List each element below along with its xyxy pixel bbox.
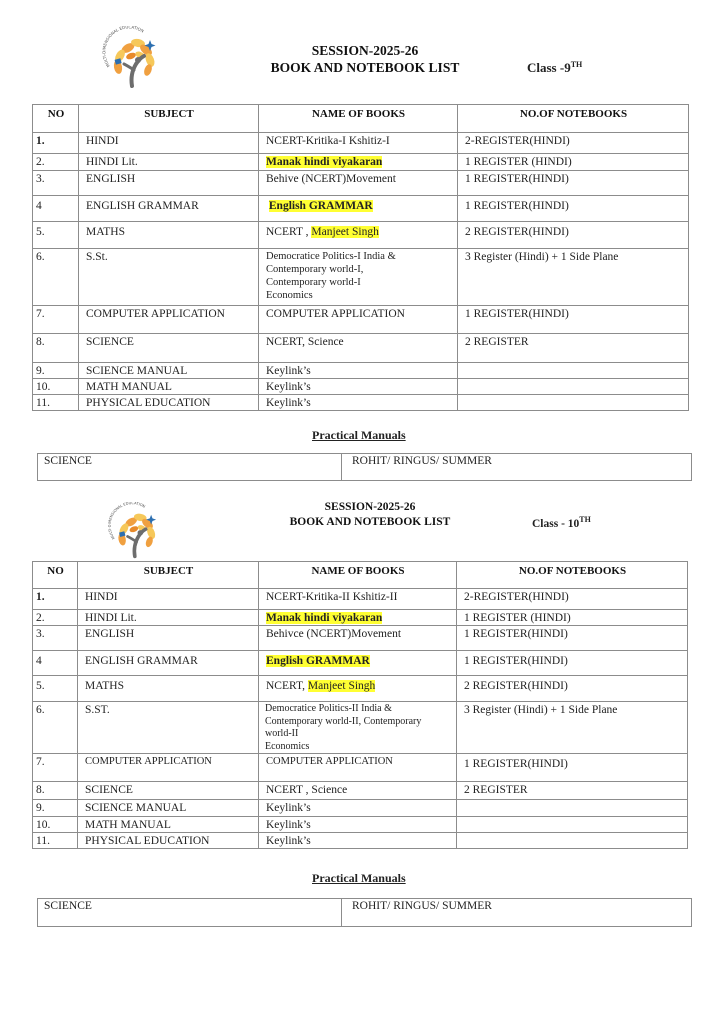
book-line: Economics — [266, 290, 313, 301]
row-notebooks: 1 REGISTER(HINDI) — [457, 651, 688, 676]
table-row — [33, 154, 689, 171]
highlighted-book: English GRAMMAR — [268, 200, 373, 212]
row-notebooks — [458, 395, 689, 411]
row-book: COMPUTER APPLICATION — [259, 754, 457, 782]
table-row — [33, 610, 688, 626]
row-notebooks: 1 REGISTER(HINDI) — [458, 306, 689, 334]
highlighted-book: Manak hindi viyakaran — [266, 156, 383, 168]
row-notebooks: 2-REGISTER(HINDI) — [458, 133, 689, 154]
row-no: 11. — [33, 395, 79, 411]
row-no: 7. — [33, 306, 79, 334]
list-title: BOOK AND NOTEBOOK LIST — [289, 516, 451, 528]
row-notebooks — [457, 833, 688, 849]
row-notebooks: 2 REGISTER(HINDI) — [458, 222, 689, 249]
header-books: NAME OF BOOKS — [259, 562, 457, 589]
table-row — [33, 196, 689, 222]
row-no: 6. — [33, 249, 79, 306]
table-row — [33, 306, 689, 334]
row-subject: MATH MANUAL — [78, 817, 259, 833]
table-row — [33, 249, 689, 306]
table-row — [38, 454, 692, 481]
table-row — [33, 395, 689, 411]
row-subject: HINDI Lit. — [78, 610, 259, 626]
table-header-row — [33, 105, 689, 133]
class-suffix: TH — [579, 515, 591, 524]
row-subject: HINDI — [78, 589, 259, 610]
row-book: NCERT , Science — [259, 782, 457, 800]
row-book: NCERT-Kritika-I Kshitiz-I — [259, 133, 458, 154]
highlighted-book: Manak hindi viyakaran — [266, 612, 383, 624]
table-row — [33, 817, 688, 833]
row-book: Keylink’s — [259, 379, 458, 395]
row-book: Behive (NCERT)Movement — [259, 171, 458, 196]
highlighted-book: English GRAMMAR — [266, 655, 370, 667]
practical-manuals-title: Practical Manuals — [312, 428, 406, 442]
row-book: Keylink’s — [259, 800, 457, 817]
row-book — [259, 610, 457, 626]
row-subject: HINDI Lit. — [79, 154, 259, 171]
row-book: Keylink’s — [259, 395, 458, 411]
header-notebooks: NO.OF NOTEBOOKS — [457, 562, 688, 589]
highlighted-book: Manjeet Singh — [311, 226, 379, 238]
table-row — [33, 589, 688, 610]
row-no: 10. — [33, 817, 78, 833]
practical-manuals-table — [37, 453, 692, 481]
row-no: 9. — [33, 363, 79, 379]
book-prefix: NCERT , — [266, 226, 312, 238]
row-notebooks — [458, 363, 689, 379]
table-row — [33, 222, 689, 249]
table-row — [33, 782, 688, 800]
table-row — [33, 133, 689, 154]
row-no: 2. — [33, 154, 79, 171]
row-subject: COMPUTER APPLICATION — [78, 754, 259, 782]
row-subject: PHYSICAL EDUCATION — [79, 395, 259, 411]
table-row — [33, 651, 688, 676]
row-subject: ENGLISH GRAMMAR — [79, 196, 259, 222]
row-notebooks: 3 Register (Hindi) + 1 Side Plane — [457, 702, 688, 754]
list-title: BOOK AND NOTEBOOK LIST — [270, 60, 460, 75]
book-list-table — [32, 104, 689, 411]
tree-logo-icon — [98, 26, 162, 90]
row-book: NCERT, Science — [259, 334, 458, 363]
book-line: Contemporary world-I, — [266, 264, 364, 275]
row-notebooks: 2 REGISTER(HINDI) — [457, 676, 688, 702]
row-notebooks — [457, 817, 688, 833]
header-subject: SUBJECT — [78, 562, 259, 589]
row-book — [259, 196, 458, 222]
row-no: 2. — [33, 610, 78, 626]
row-subject: ENGLISH — [78, 626, 259, 651]
row-no: 1. — [33, 589, 78, 610]
row-book — [259, 154, 458, 171]
row-no: 4 — [33, 651, 78, 676]
class-text: Class -9 — [527, 60, 571, 75]
row-subject: MATH MANUAL — [79, 379, 259, 395]
row-book: COMPUTER APPLICATION — [259, 306, 458, 334]
row-notebooks: 1 REGISTER(HINDI) — [457, 754, 688, 782]
row-no: 11. — [33, 833, 78, 849]
row-book — [259, 651, 457, 676]
row-no: 10. — [33, 379, 79, 395]
practical-publishers: ROHIT/ RINGUS/ SUMMER — [342, 899, 692, 927]
row-no: 7. — [33, 754, 78, 782]
row-notebooks: 2 REGISTER — [457, 782, 688, 800]
table-row — [38, 899, 692, 927]
practical-subject: SCIENCE — [38, 899, 342, 927]
row-book — [259, 249, 458, 306]
row-notebooks: 2 REGISTER — [458, 334, 689, 363]
row-notebooks: 1 REGISTER(HINDI) — [458, 196, 689, 222]
row-book: NCERT-Kritika-II Kshitiz-II — [259, 589, 457, 610]
row-book — [259, 676, 457, 702]
row-notebooks — [457, 800, 688, 817]
row-subject: S.St. — [79, 249, 259, 306]
row-subject: ENGLISH GRAMMAR — [78, 651, 259, 676]
row-book: Keylink’s — [259, 817, 457, 833]
session-label: SESSION-2025-26 — [311, 43, 419, 58]
logo-arc-text: MULTI-DIMENSIONAL EDUCATION — [107, 502, 146, 540]
session-label: SESSION-2025-26 — [324, 501, 416, 513]
practical-manuals-title: Practical Manuals — [312, 871, 406, 885]
row-subject: PHYSICAL EDUCATION — [78, 833, 259, 849]
row-notebooks: 1 REGISTER (HINDI) — [457, 610, 688, 626]
row-no: 5. — [33, 676, 78, 702]
page-header — [270, 500, 470, 530]
header-subject: SUBJECT — [79, 105, 259, 133]
book-line: Contemporary world-II, Contemporary — [265, 715, 422, 727]
header-notebooks: NO.OF NOTEBOOKS — [458, 105, 689, 133]
book-prefix: NCERT, — [266, 680, 308, 692]
row-no: 3. — [33, 171, 79, 196]
table-row — [33, 702, 688, 754]
book-line: Democratice Politics-II India & — [265, 703, 392, 714]
row-notebooks: 3 Register (Hindi) + 1 Side Plane — [458, 249, 689, 306]
row-notebooks — [458, 379, 689, 395]
class-label — [527, 60, 582, 76]
table-row — [33, 171, 689, 196]
row-subject: SCIENCE MANUAL — [78, 800, 259, 817]
row-subject: MATHS — [79, 222, 259, 249]
table-row — [33, 379, 689, 395]
row-subject: HINDI — [79, 133, 259, 154]
class-label — [532, 515, 591, 530]
row-notebooks: 1 REGISTER(HINDI) — [457, 626, 688, 651]
practical-manuals-table — [37, 898, 692, 927]
class-suffix: TH — [570, 60, 583, 69]
row-no: 6. — [33, 702, 78, 754]
table-row — [33, 754, 688, 782]
table-row — [33, 334, 689, 363]
highlighted-book: Manjeet Singh — [307, 680, 376, 692]
table-header-row — [33, 562, 688, 589]
row-subject: SCIENCE — [79, 334, 259, 363]
row-no: 3. — [33, 626, 78, 651]
row-book: Keylink’s — [259, 833, 457, 849]
row-no: 4 — [33, 196, 79, 222]
row-subject: MATHS — [78, 676, 259, 702]
table-row — [33, 800, 688, 817]
header-no: NO — [33, 105, 79, 133]
book-line: Economics — [265, 740, 310, 752]
table-row — [33, 833, 688, 849]
row-subject: COMPUTER APPLICATION — [79, 306, 259, 334]
header-no: NO — [33, 562, 78, 589]
row-notebooks: 1 REGISTER(HINDI) — [458, 171, 689, 196]
row-no: 1. — [33, 133, 79, 154]
tree-logo-icon — [104, 502, 162, 560]
row-notebooks: 2-REGISTER(HINDI) — [457, 589, 688, 610]
row-book — [259, 702, 457, 754]
table-row — [33, 676, 688, 702]
practical-subject: SCIENCE — [38, 454, 342, 481]
row-subject: ENGLISH — [79, 171, 259, 196]
class-text: Class - 10 — [532, 518, 580, 530]
table-row — [33, 626, 688, 651]
row-subject: SCIENCE MANUAL — [79, 363, 259, 379]
row-subject: SCIENCE — [78, 782, 259, 800]
book-list-table — [32, 561, 688, 849]
row-notebooks: 1 REGISTER (HINDI) — [458, 154, 689, 171]
row-subject: S.ST. — [78, 702, 259, 754]
book-line: Democratice Politics-I India & — [266, 251, 396, 262]
book-line: world-II — [265, 728, 299, 739]
logo-arc-text: MULTI-DIMENSIONAL EDUCATION — [101, 26, 145, 69]
book-line: Contemporary world-I — [266, 277, 361, 288]
row-book: Keylink’s — [259, 363, 458, 379]
page-header — [250, 42, 480, 76]
table-row — [33, 363, 689, 379]
row-no: 8. — [33, 334, 79, 363]
header-books: NAME OF BOOKS — [259, 105, 458, 133]
row-no: 8. — [33, 782, 78, 800]
row-book — [259, 222, 458, 249]
row-book: Behivce (NCERT)Movement — [259, 626, 457, 651]
row-no: 5. — [33, 222, 79, 249]
practical-publishers: ROHIT/ RINGUS/ SUMMER — [342, 454, 692, 481]
row-no: 9. — [33, 800, 78, 817]
